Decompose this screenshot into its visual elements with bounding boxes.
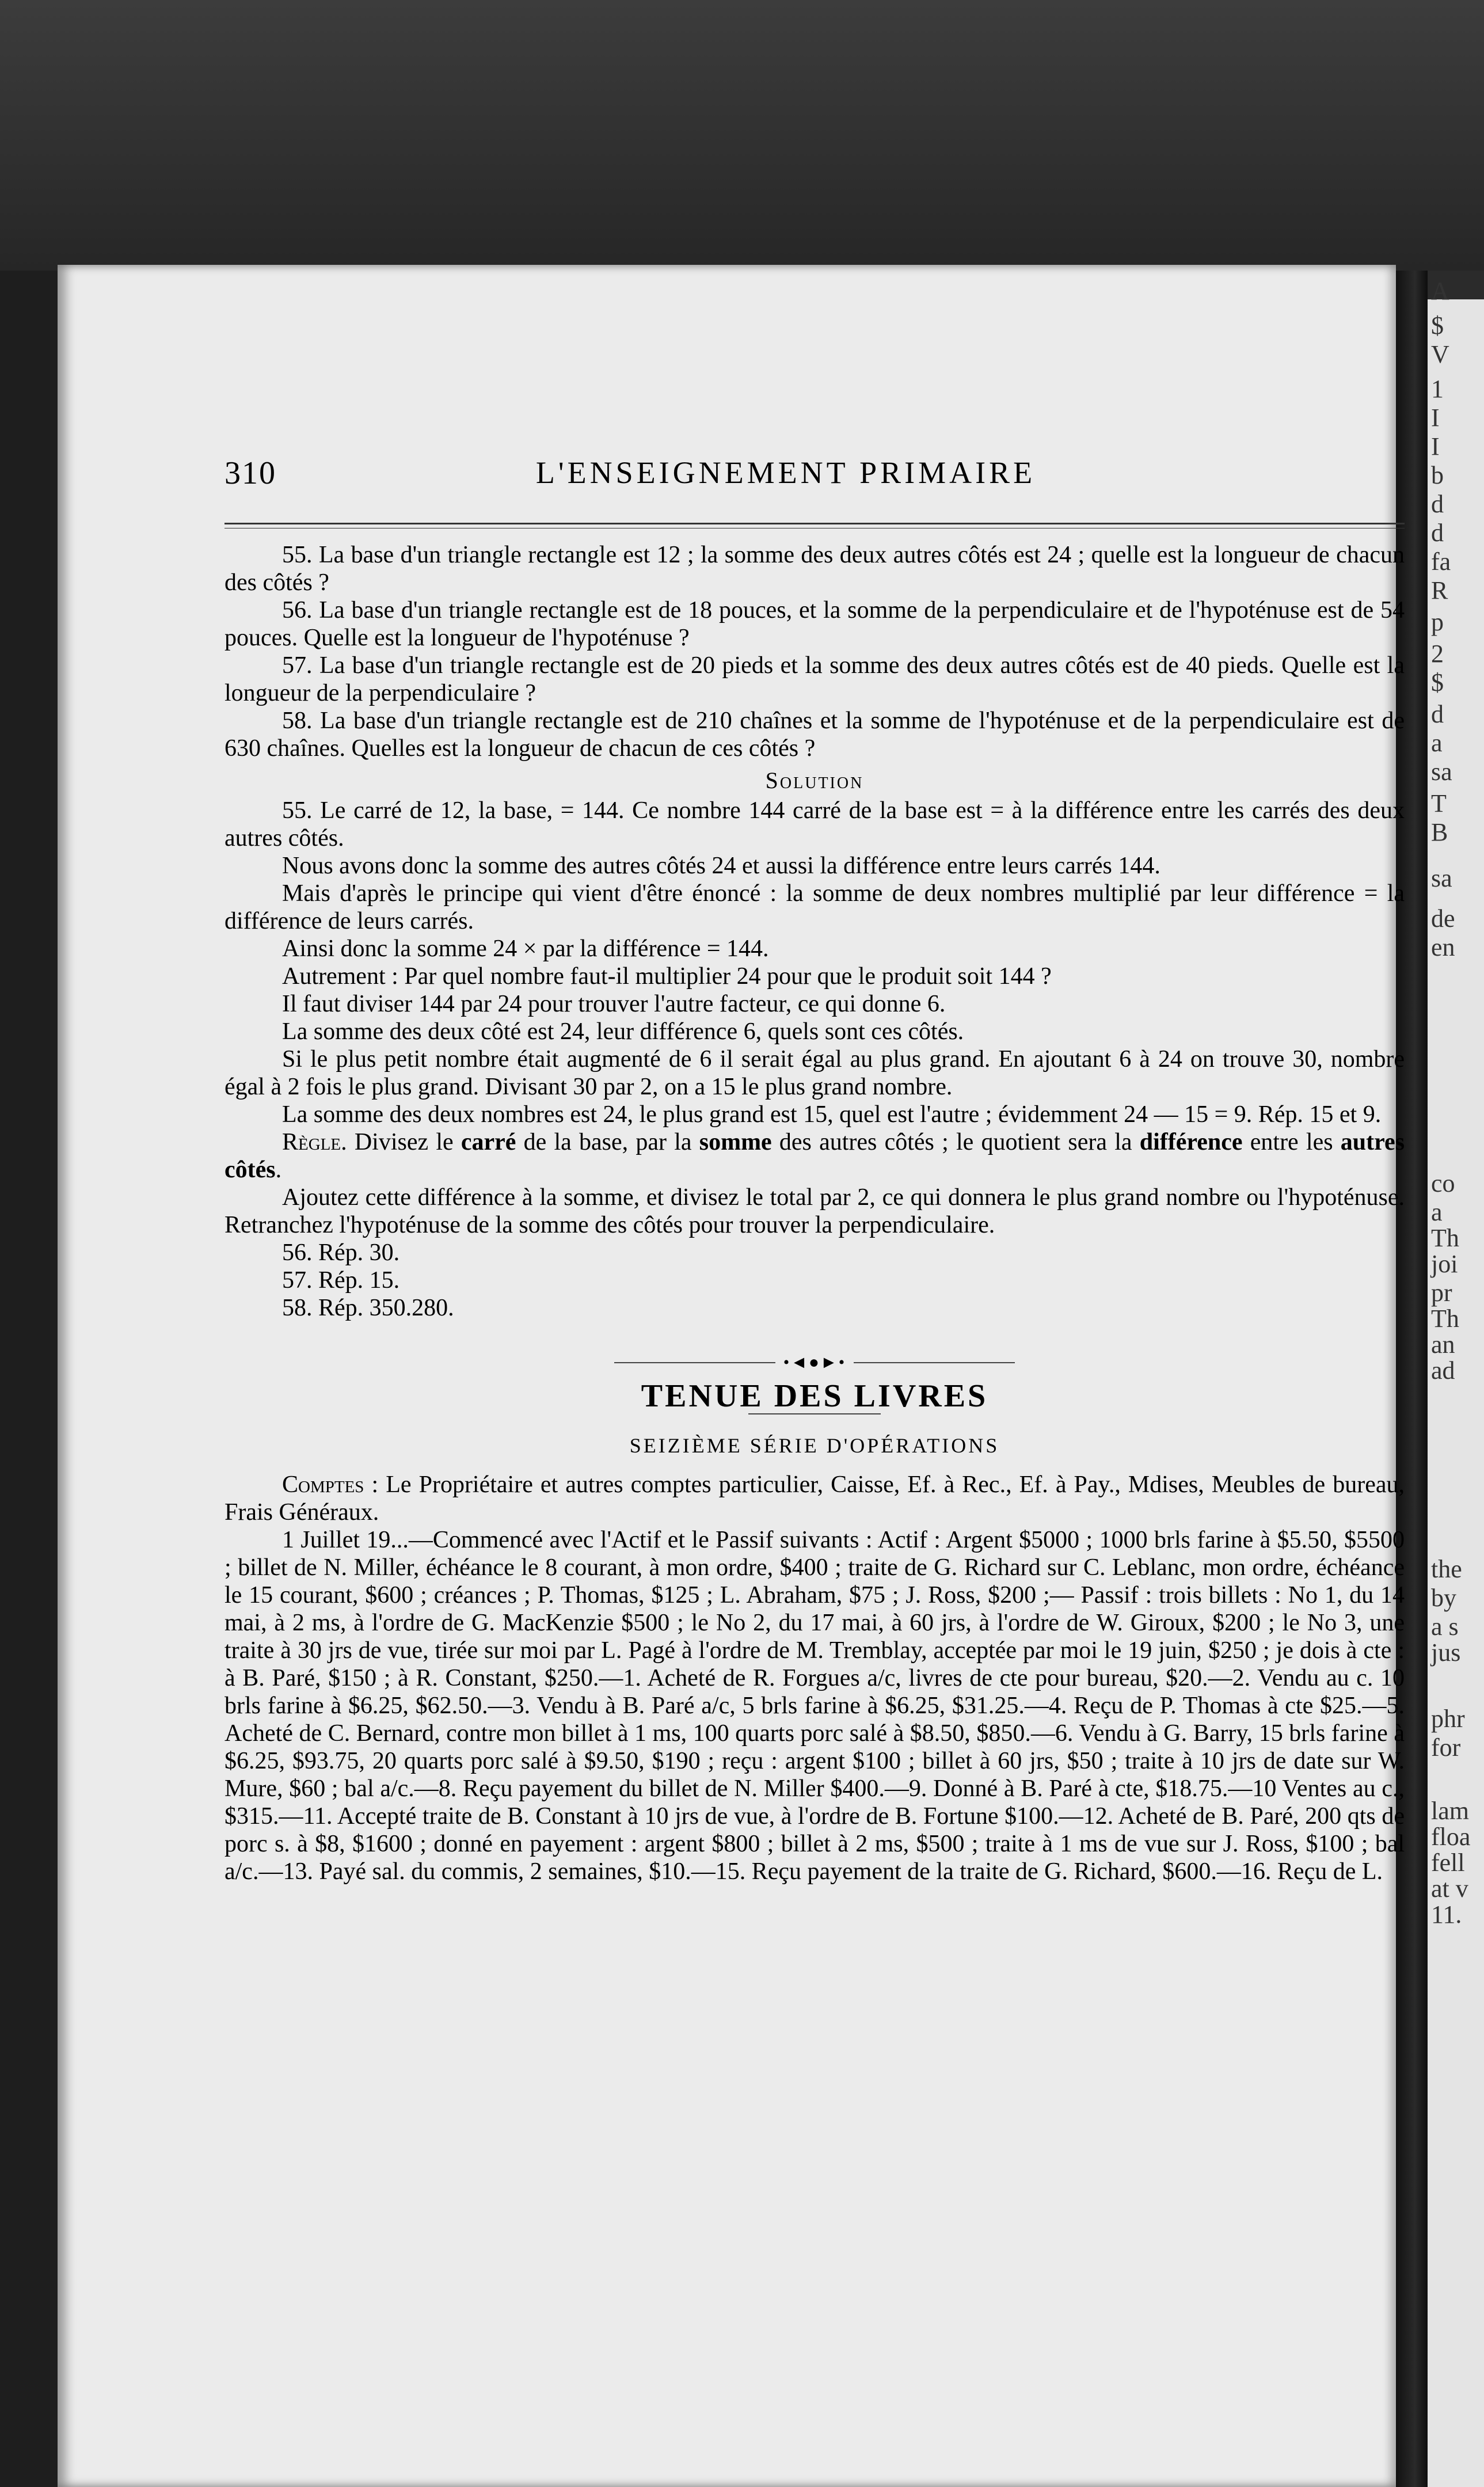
adjacent-page-fragment: fell [1431, 1849, 1465, 1877]
operations-paragraph: 1 Juillet 19...—Commencé avec l'Actif et le Passif suivants : Actif : Argent $5000 ; 1000 brls farine à $5.50, $5500 ; billet de N. Miller, échéance le 8 courant, à mon ordre, $400 ; traite de G. Richard sur C. Leblanc, mon ordre, échéance le 15 courant, $600 ; créances ; P. Thomas, $125 ; L. Abraham, $75 ; J. Ross, $200 ;— Passif : trois billets : No 1, du 14 mai, à 2 ms, à l'ordre de G. MacKenzie $500 ; le No 2, du 17 mai, à 60 jrs, à l'ordre de W. Giroux, $200 ; le No 3, une traite à 30 jrs de vue, tirée sur moi par L. Pagé à l'ordre de M. Tremblay, acceptée par moi le 19 juin, $250 ; je dois à cte : à B. Paré, $150 ; à R. Constant, $250.—1. Acheté de R. Forgues a/c, livres de cte pour bureau, $20.—2. Vendu au c. 10 brls farine à $6.25, $62.50.—3. Vendu à B. Paré a/c, 5 brls farine à $6.25, $31.25.—4. Reçu de P. Thomas à cte $25.—5. Acheté de C. Bernard, contre mon billet à 1 ms, 100 quarts porc salé à $8.50, $850.—6. Vendu à G. Barry, 15 brls farine à $6.25, $93.75, 20 quarts porc salé à $9.50, $190 ; reçu : argent $100 ; billet à 60 jrs, $50 ; traite à 10 jrs de date sur W. Mure, $60 ; bal a/c.—8. Reçu payement du billet de N. Miller $400.—9. Donné à B. Paré à cte, $18.75.—10 Ventes au c., $315.—11. Accepté traite de B. Constant à 10 jrs de vue, à l'ordre de B. Fortune $100.—12. Acheté de B. Paré, 200 qts de porc s. à $8, $1600 ; donné en payement : argent $800 ; billet à 2 ms, $500 ; traite à 1 ms de vue sur J. Ross, $100 ; bal a/c.—13. Payé sal. du commis, 2 semaines, $10.—15. Reçu payement de la traite de G. Richard, $600.—16. Reçu de L. [224, 1527, 1405, 1885]
running-title: L'ENSEIGNEMENT PRIMAIRE [535, 455, 1036, 490]
adjacent-page-fragment: floa [1431, 1823, 1471, 1851]
rule-text: de la base, par la [516, 1129, 699, 1155]
ornament-line [614, 1362, 775, 1363]
adjacent-page-fragment: de [1431, 904, 1455, 933]
comptes-paragraph [224, 1471, 1405, 1526]
solution-paragraph: Mais d'après le principe qui vient d'être énoncé : la somme de deux nombres multiplié par leur différence = la différence de leurs carrés. [224, 880, 1405, 934]
ornament-glyph: •◄●►• [783, 1353, 846, 1372]
page-header [167, 455, 1347, 507]
solution-paragraph: Ainsi donc la somme 24 × par la différence = 144. [282, 936, 769, 962]
comptes-text: Le Propriétaire et autres comptes particulier, Caisse, Ef. à Rec., Ef. à Pay., Mdises, Meubles de bureau, Frais Généraux. [224, 1471, 1405, 1526]
adjacent-page-fragment: co [1431, 1169, 1455, 1197]
adjacent-page-fragment: Th [1431, 1224, 1459, 1252]
page-number: 310 [224, 455, 276, 491]
solution-paragraph: La somme des deux nombres est 24, le plus grand est 15, quel est l'autre ; évidemment 24 — 15 = 9. Rép. 15 et 9. [282, 1101, 1382, 1128]
adjacent-page-fragment: fa [1431, 547, 1451, 576]
adjacent-page-fragment: a [1431, 729, 1443, 757]
adjacent-page-fragment: 11. [1431, 1900, 1462, 1929]
adjacent-page-fragment: d [1431, 700, 1444, 728]
section-subtitle: SEIZIÈME SÉRIE D'OPÉRATIONS [629, 1434, 1000, 1458]
rule-emphasis: autres côtés [224, 1129, 1405, 1183]
adjacent-page-fragment: a [1431, 1198, 1443, 1226]
rule-emphasis: différence [1139, 1129, 1243, 1155]
page-body [224, 541, 1405, 1885]
adjacent-page-fragment: an [1431, 1330, 1455, 1359]
problem-56: 56. La base d'un triangle rectangle est de 18 pouces, et la somme de la perpendiculaire et de l'hypoténuse est de 54 pouces. Quelle est la longueur de l'hypoténuse ? [224, 597, 1405, 651]
adjacent-page-fragment: ad [1431, 1356, 1455, 1385]
solution-paragraph: Nous avons donc la somme des autres côtés 24 et aussi la différence entre leurs carrés 144. [282, 853, 1160, 879]
problem-55: 55. La base d'un triangle rectangle est 12 ; la somme des deux autres côtés est 24 ; quelle est la longueur de chacun des côtés ? [224, 542, 1405, 596]
rule-text: Divisez le [347, 1129, 461, 1155]
answer-56: 56. Rép. 30. [282, 1239, 400, 1266]
solution-paragraph: La somme des deux côté est 24, leur différence 6, quels sont ces côtés. [282, 1018, 964, 1045]
section-title: TENUE DES LIVRES [641, 1378, 988, 1414]
adjacent-page-fragment: V [1431, 340, 1449, 368]
solution [224, 797, 1405, 1239]
adjacent-page-fragment: R [1431, 576, 1448, 604]
adjacent-page-fragment: pr [1431, 1279, 1452, 1307]
answer-58: 58. Rép. 350.280. [282, 1295, 454, 1321]
adjacent-page-fragment: d [1431, 490, 1444, 518]
adjacent-page-fragment: B [1431, 818, 1448, 846]
problem-58: 58. La base d'un triangle rectangle est de 210 chaînes et la somme de l'hypoténuse et de la perpendiculaire est de 630 chaînes. Quelles est la longueur de chacun de ces côtés ? [224, 708, 1405, 762]
rule-emphasis: somme [699, 1129, 772, 1155]
solution-paragraph: 55. Le carré de 12, la base, = 144. Ce nombre 144 carré de la base est = à la différence entre les carrés des deux autres côtés. [224, 797, 1405, 851]
adjacent-page-fragment: phr [1431, 1705, 1465, 1733]
adjacent-page-edge [1428, 277, 1484, 2487]
adjacent-page-fragment: 2 [1431, 640, 1444, 668]
solution-paragraph: Il faut diviser 144 par 24 pour trouver l'autre facteur, ce qui donne 6. [282, 991, 946, 1017]
adjacent-page-fragment: joi [1431, 1250, 1458, 1278]
rule-emphasis: carré [461, 1129, 516, 1155]
adjacent-page-fragment: I [1431, 432, 1440, 461]
adjacent-page-fragment: lam [1431, 1797, 1469, 1825]
ornament-line [854, 1362, 1015, 1363]
scan-background-top [0, 0, 1484, 271]
adjacent-page-fragment: 1 [1431, 375, 1444, 403]
problems [224, 541, 1405, 762]
adjacent-page-fragment: A [1431, 277, 1449, 305]
rule-label: Règle. [282, 1129, 347, 1155]
adjacent-page-fragment: jus [1431, 1638, 1461, 1667]
scan-background-left [0, 271, 58, 2487]
adjacent-page-fragment: Th [1431, 1305, 1459, 1333]
problem-57: 57. La base d'un triangle rectangle est de 20 pieds et la somme des deux autres côtés est de 40 pieds. Quelle est la longueur de la perpendiculaire ? [224, 652, 1405, 706]
rule-followup: Ajoutez cette différence à la somme, et divisez le total par 2, ce qui donnera le plus grand nombre ou l'hypoténuse. Retranchez l'hypoténuse de la somme des côtés pour trouver la perpendiculaire. [224, 1184, 1405, 1238]
rule-text: . [275, 1157, 282, 1183]
comptes-label: Comptes : [282, 1471, 379, 1499]
answers [224, 1239, 1405, 1322]
adjacent-page-fragment: p [1431, 608, 1444, 636]
adjacent-page-fragment: sa [1431, 864, 1452, 892]
adjacent-page-fragment: d [1431, 519, 1444, 547]
adjacent-page-fragment: by [1431, 1584, 1456, 1612]
solution-paragraph: Si le plus petit nombre était augmenté de 6 il serait égal au plus grand. En ajoutant 6 à 24 on trouve 30, nombre égal à 2 fois le plus grand. Divisant 30 par 2, on a 15 le plus grand nombre. [224, 1046, 1405, 1100]
adjacent-page-fragment: for [1431, 1733, 1461, 1762]
adjacent-page-fragment: a s [1431, 1613, 1459, 1641]
solution-paragraph: Autrement : Par quel nombre faut-il multiplier 24 pour que le produit soit 144 ? [282, 963, 1052, 990]
adjacent-page-fragment: the [1431, 1555, 1462, 1583]
adjacent-page-fragment: sa [1431, 758, 1452, 786]
page-content [167, 455, 1405, 1885]
solution-heading: Solution [765, 767, 864, 793]
rule-text: entre les [1242, 1129, 1341, 1155]
header-rule [224, 523, 1405, 528]
adjacent-page-fragment: $ [1431, 668, 1444, 697]
adjacent-page-fragment: T [1431, 789, 1447, 817]
adjacent-page-fragment: I [1431, 404, 1440, 432]
adjacent-page-fragment: $ [1431, 311, 1444, 340]
rule-text: des autres côtés ; le quotient sera la [771, 1129, 1140, 1155]
answer-57: 57. Rép. 15. [282, 1267, 400, 1294]
adjacent-page-fragment: b [1431, 461, 1444, 489]
rule-paragraph [224, 1128, 1405, 1184]
adjacent-page-fragment: en [1431, 933, 1455, 961]
section-ornament [224, 1347, 1405, 1376]
adjacent-page-fragment: at v [1431, 1874, 1468, 1903]
